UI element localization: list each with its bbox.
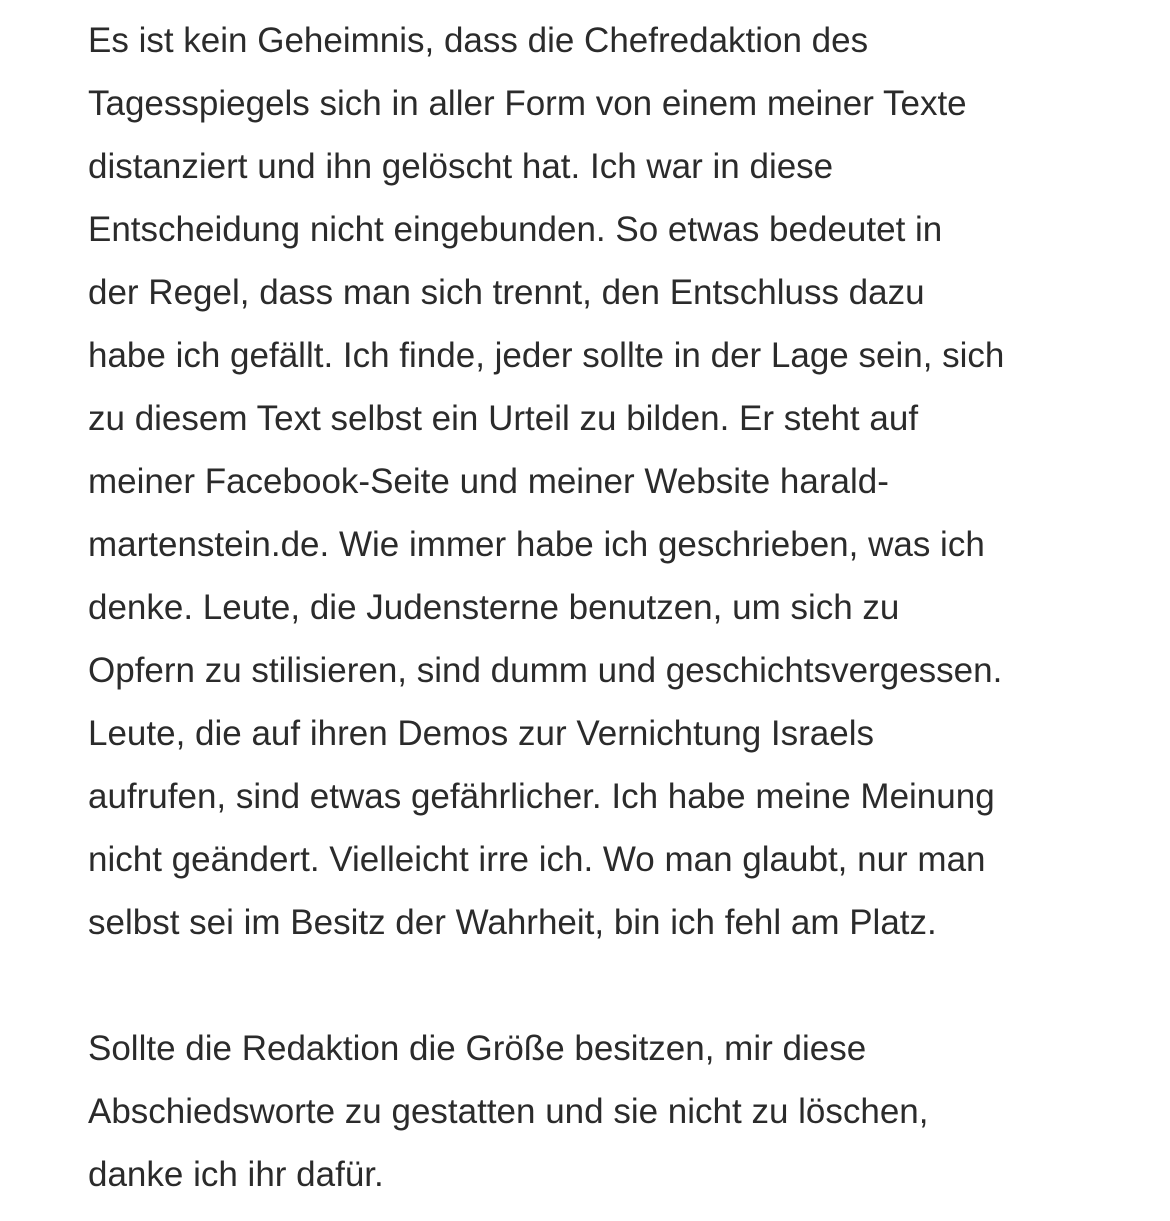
text-line: Leute, die auf ihren Demos zur Vernichtung Israels — [88, 714, 874, 753]
text-line: Entscheidung nicht eingebunden. So etwas bedeutet in — [88, 210, 943, 249]
text-line: habe ich gefällt. Ich finde, jeder sollte in der Lage sein, sich — [88, 336, 1005, 375]
text-line: distanziert und ihn gelöscht hat. Ich war in diese — [88, 147, 834, 186]
paragraph-1 — [88, 9, 1128, 954]
text-line: Tagesspiegels sich in aller Form von einem meiner Texte — [88, 84, 967, 123]
text-line: meiner Facebook-Seite und meiner Website harald- — [88, 462, 889, 501]
statement-text — [88, 9, 1128, 1206]
text-line: Abschiedsworte zu gestatten und sie nicht zu löschen, — [88, 1092, 929, 1131]
text-line: selbst sei im Besitz der Wahrheit, bin ich fehl am Platz. — [88, 903, 937, 942]
paragraph-2 — [88, 1017, 1128, 1206]
text-line: Es ist kein Geheimnis, dass die Chefredaktion des — [88, 21, 869, 60]
text-line: denke. Leute, die Judensterne benutzen, um sich zu — [88, 588, 900, 627]
text-line: der Regel, dass man sich trennt, den Entschluss dazu — [88, 273, 925, 312]
text-line: Opfern zu stilisieren, sind dumm und geschichtsvergessen. — [88, 651, 1003, 690]
paragraph-spacer — [88, 954, 1128, 1017]
text-line: martenstein.de. Wie immer habe ich geschrieben, was ich — [88, 525, 985, 564]
text-line: nicht geändert. Vielleicht irre ich. Wo man glaubt, nur man — [88, 840, 986, 879]
text-line: aufrufen, sind etwas gefährlicher. Ich habe meine Meinung — [88, 777, 995, 816]
text-line: danke ich ihr dafür. — [88, 1155, 384, 1194]
text-line: zu diesem Text selbst ein Urteil zu bilden. Er steht auf — [88, 399, 919, 438]
text-line: Sollte die Redaktion die Größe besitzen, mir diese — [88, 1029, 867, 1068]
